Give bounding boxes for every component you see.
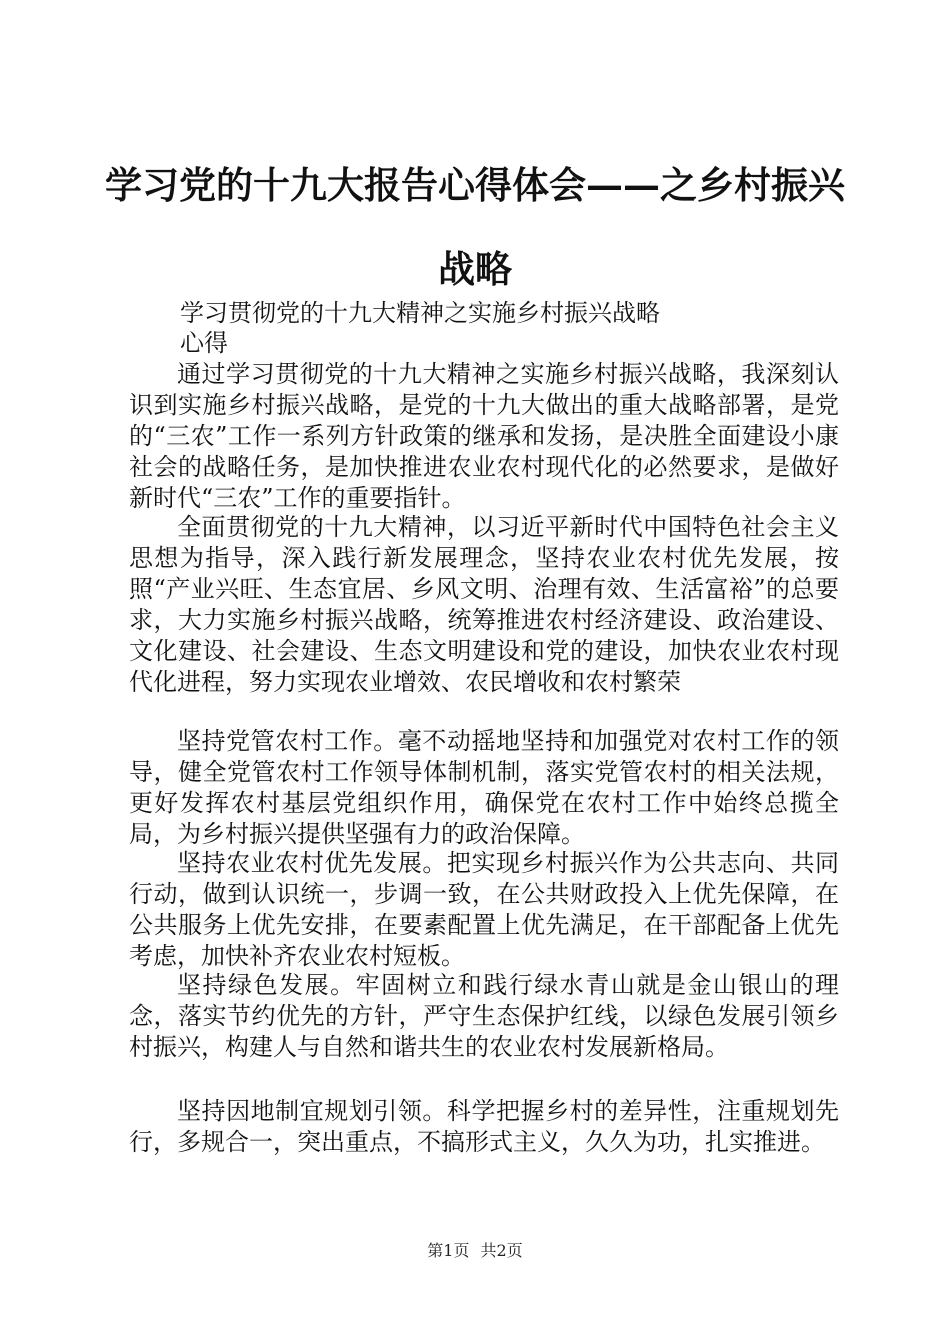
body-paragraph-1: 通过学习贯彻党的十九大精神之实施乡村振兴战略，我深刻认识到实施乡村振兴战略，是党的十九大做出的重大战略部署，是党的“三农”工作一系列方针政策的继承和发扬，是决胜全面建设小康社会的战略任务，是加快推进农业农村现代化的必然要求，是做好新时代“三农”工作的重要指针。 bbox=[129, 360, 839, 512]
body-paragraph-2: 全面贯彻党的十九大精神，以习近平新时代中国特色社会主义思想为指导，深入践行新发展理念，坚持农业农村优先发展，按照“产业兴旺、生态宜居、乡风文明、治理有效、生活富裕”的总要求，大力实施乡村振兴战略，统筹推进农村经济建设、政治建设、文化建设、社会建设、生态文明建设和党的建设，加快农业农村现代化进程，努力实现农业增效、农民增收和农村繁荣 bbox=[129, 513, 839, 696]
page-footer bbox=[0, 1241, 950, 1261]
document-subtitle-line-1: 学习贯彻党的十九大精神之实施乡村振兴战略 bbox=[180, 299, 660, 327]
page-number-total: 共2页 bbox=[480, 1241, 523, 1260]
document-subtitle-line-2: 心得 bbox=[180, 329, 228, 357]
document-title-line-1: 学习党的十九大报告心得体会——之乡村振兴 bbox=[105, 163, 845, 207]
body-paragraph-4: 坚持农业农村优先发展。把实现乡村振兴作为公共志向、共同行动，做到认识统一，步调一致，在公共财政投入上优先保障，在公共服务上优先安排，在要素配置上优先满足，在干部配备上优先考虑，加快补齐农业农村短板。 bbox=[129, 849, 839, 970]
document-title-line-2: 战略 bbox=[438, 247, 512, 291]
page-number-current: 第1页 bbox=[427, 1241, 470, 1260]
body-paragraph-5: 坚持绿色发展。牢固树立和践行绿水青山就是金山银山的理念，落实节约优先的方针，严守生态保护红线，以绿色发展引领乡村振兴，构建人与自然和谐共生的农业农村发展新格局。 bbox=[129, 971, 839, 1061]
body-paragraph-6: 坚持因地制宜规划引领。科学把握乡村的差异性，注重规划先行，多规合一，突出重点，不搞形式主义，久久为功，扎实推进。 bbox=[129, 1097, 839, 1156]
body-paragraph-3: 坚持党管农村工作。毫不动摇地坚持和加强党对农村工作的领导，健全党管农村工作领导体制机制，落实党管农村的相关法规，更好发挥农村基层党组织作用，确保党在农村工作中始终总揽全局，为乡村振兴提供坚强有力的政治保障。 bbox=[129, 727, 839, 848]
